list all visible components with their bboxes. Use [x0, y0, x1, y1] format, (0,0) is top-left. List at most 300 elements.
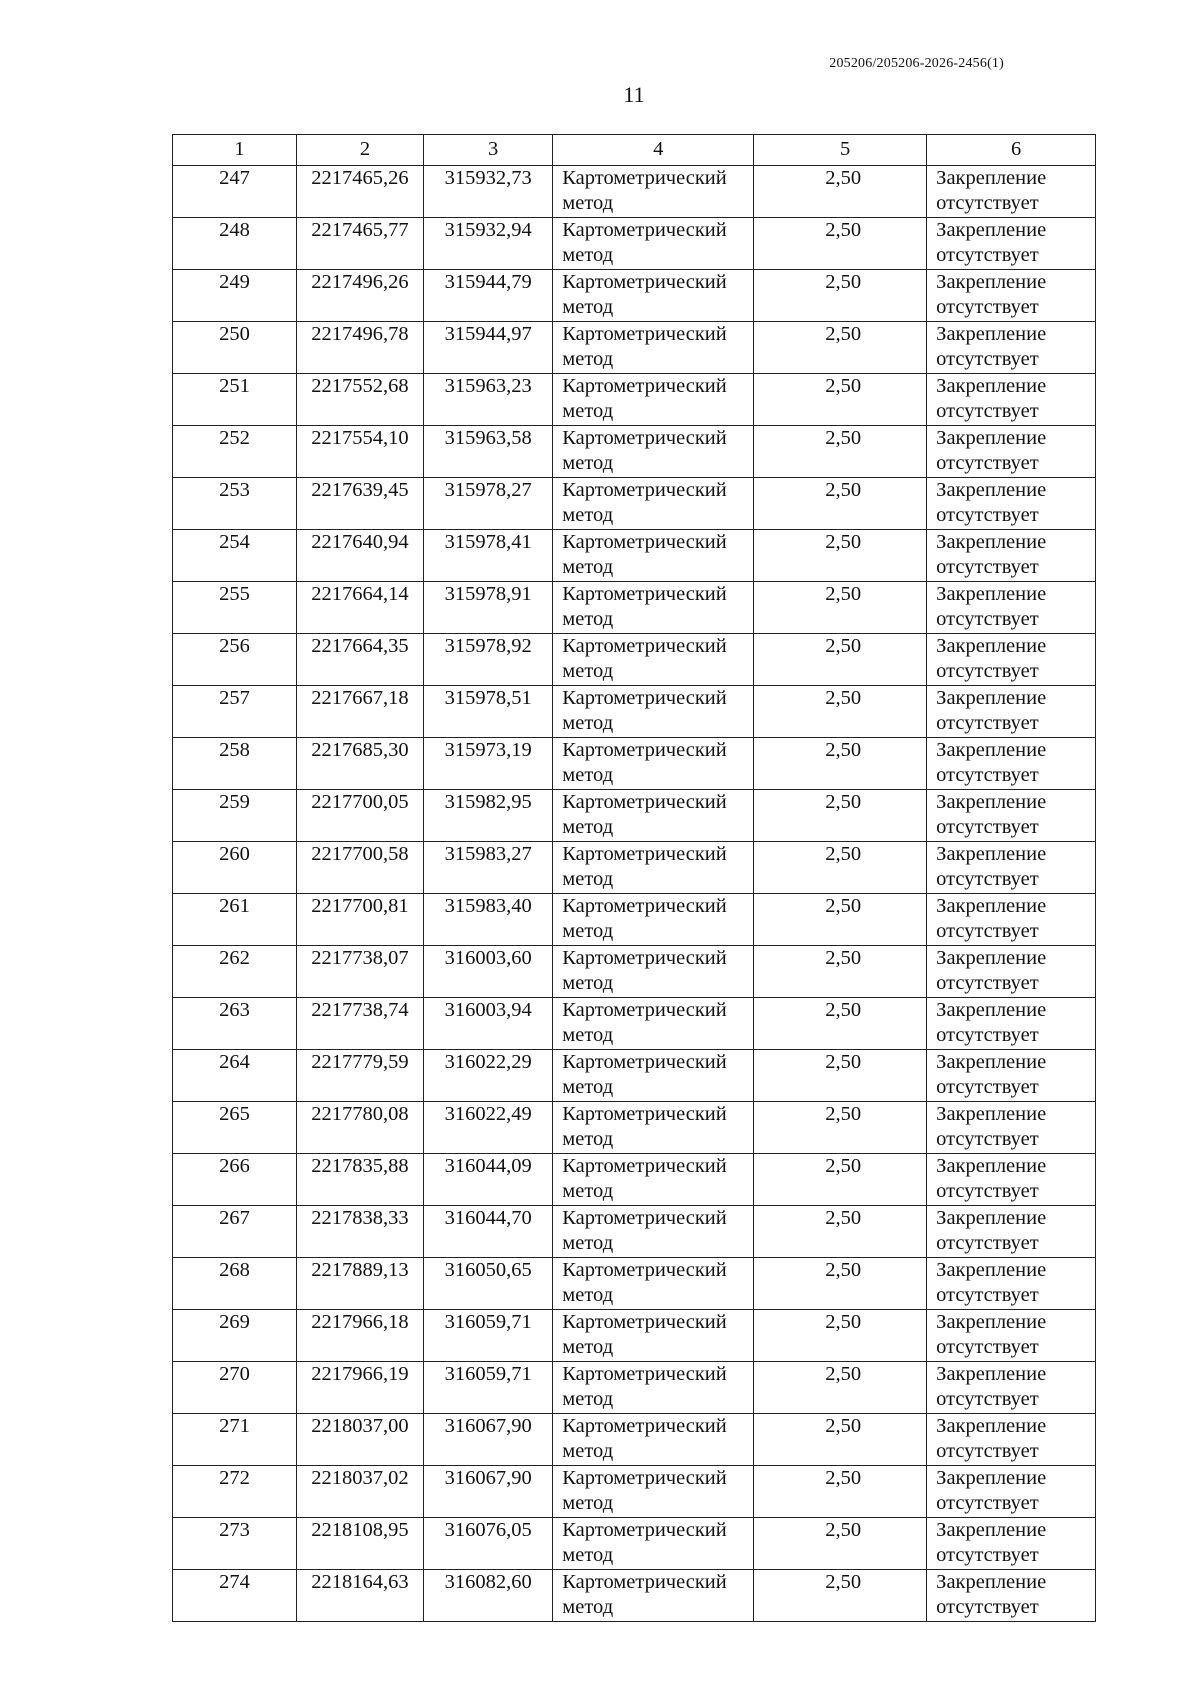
- x-coordinate-cell: [296, 1362, 423, 1414]
- fixation-cell-text: Закрепление: [936, 427, 1047, 449]
- accuracy-cell: [754, 1570, 927, 1622]
- accuracy-cell-text: 2,50: [825, 947, 862, 969]
- fixation-cell: [927, 1570, 1096, 1622]
- point-number-cell-text: 268: [219, 1259, 250, 1281]
- accuracy-cell: [754, 1310, 927, 1362]
- fixation-cell-text: отсутствует: [936, 1336, 1039, 1358]
- method-cell: [553, 842, 754, 894]
- accuracy-cell-text: 2,50: [825, 1103, 862, 1125]
- fixation-cell-text: отсутствует: [936, 816, 1039, 838]
- method-cell: [553, 166, 754, 218]
- method-cell-text: Картометрический: [562, 843, 727, 865]
- y-coordinate-cell-text: 316050,65: [444, 1259, 532, 1281]
- x-coordinate-cell: [296, 1206, 423, 1258]
- fixation-cell: [927, 998, 1096, 1050]
- fixation-cell-text: Закрепление: [936, 791, 1047, 813]
- point-number-cell-text: 247: [219, 167, 250, 189]
- method-cell-text: метод: [562, 400, 614, 422]
- table-row: [173, 374, 1096, 426]
- x-coordinate-cell: [296, 946, 423, 998]
- fixation-cell: [927, 1154, 1096, 1206]
- fixation-cell-text: Закрепление: [936, 687, 1047, 709]
- method-cell-text: Картометрический: [562, 1415, 727, 1437]
- accuracy-cell: [754, 1518, 927, 1570]
- fixation-cell: [927, 1258, 1096, 1310]
- x-coordinate-cell-text: 2217640,94: [311, 531, 409, 553]
- column-header: 3: [424, 135, 553, 166]
- point-number-cell-text: 253: [219, 479, 250, 501]
- x-coordinate-cell-text: 2217465,77: [311, 219, 409, 241]
- y-coordinate-cell: [424, 738, 553, 790]
- accuracy-cell-text: 2,50: [825, 1259, 862, 1281]
- fixation-cell-text: отсутствует: [936, 1076, 1039, 1098]
- accuracy-cell: [754, 270, 927, 322]
- method-cell-text: метод: [562, 972, 614, 994]
- method-cell: [553, 374, 754, 426]
- x-coordinate-cell-text: 2217496,26: [311, 271, 409, 293]
- y-coordinate-cell-text: 316067,90: [444, 1467, 532, 1489]
- point-number-cell: [173, 530, 297, 582]
- accuracy-cell-text: 2,50: [825, 583, 862, 605]
- table-row: [173, 218, 1096, 270]
- y-coordinate-cell-text: 316044,09: [444, 1155, 532, 1177]
- method-cell-text: метод: [562, 712, 614, 734]
- method-cell-text: Картометрический: [562, 1103, 727, 1125]
- x-coordinate-cell-text: 2217552,68: [311, 375, 409, 397]
- method-cell-text: метод: [562, 1440, 614, 1462]
- point-number-cell-text: 264: [219, 1051, 250, 1073]
- point-number-cell-text: 271: [219, 1415, 250, 1437]
- method-cell: [553, 270, 754, 322]
- table-row: [173, 686, 1096, 738]
- method-cell: [553, 790, 754, 842]
- point-number-cell: [173, 374, 297, 426]
- y-coordinate-cell: [424, 1154, 553, 1206]
- method-cell: [553, 1258, 754, 1310]
- point-number-cell-text: 269: [219, 1311, 250, 1333]
- method-cell: [553, 1414, 754, 1466]
- y-coordinate-cell: [424, 322, 553, 374]
- y-coordinate-cell: [424, 998, 553, 1050]
- fixation-cell-text: отсутствует: [936, 452, 1039, 474]
- method-cell-text: метод: [562, 764, 614, 786]
- y-coordinate-cell: [424, 1466, 553, 1518]
- table-row: [173, 530, 1096, 582]
- method-cell-text: Картометрический: [562, 895, 727, 917]
- accuracy-cell: [754, 1206, 927, 1258]
- accuracy-cell: [754, 1102, 927, 1154]
- fixation-cell-text: отсутствует: [936, 608, 1039, 630]
- point-number-cell-text: 270: [219, 1363, 250, 1385]
- y-coordinate-cell-text: 315983,27: [444, 843, 532, 865]
- x-coordinate-cell: [296, 1102, 423, 1154]
- accuracy-cell-text: 2,50: [825, 323, 862, 345]
- x-coordinate-cell: [296, 322, 423, 374]
- y-coordinate-cell-text: 315973,19: [444, 739, 532, 761]
- column-header: 5: [754, 135, 927, 166]
- x-coordinate-cell: [296, 1466, 423, 1518]
- y-coordinate-cell: [424, 686, 553, 738]
- fixation-cell: [927, 478, 1096, 530]
- method-cell-text: Картометрический: [562, 1571, 727, 1593]
- method-cell-text: метод: [562, 1232, 614, 1254]
- point-number-cell-text: 248: [219, 219, 250, 241]
- method-cell-text: метод: [562, 816, 614, 838]
- fixation-cell: [927, 374, 1096, 426]
- y-coordinate-cell: [424, 1570, 553, 1622]
- fixation-cell: [927, 790, 1096, 842]
- y-coordinate-cell-text: 316067,90: [444, 1415, 532, 1437]
- y-coordinate-cell-text: 316003,60: [444, 947, 532, 969]
- fixation-cell-text: отсутствует: [936, 868, 1039, 890]
- fixation-cell: [927, 1310, 1096, 1362]
- fixation-cell: [927, 634, 1096, 686]
- x-coordinate-cell-text: 2217966,19: [311, 1363, 409, 1385]
- fixation-cell: [927, 1206, 1096, 1258]
- method-cell: [553, 946, 754, 998]
- point-number-cell: [173, 1518, 297, 1570]
- point-number-cell: [173, 1466, 297, 1518]
- accuracy-cell: [754, 790, 927, 842]
- accuracy-cell-text: 2,50: [825, 167, 862, 189]
- fixation-cell-text: Закрепление: [936, 1155, 1047, 1177]
- y-coordinate-cell-text: 315932,94: [444, 219, 532, 241]
- x-coordinate-cell: [296, 426, 423, 478]
- y-coordinate-cell-text: 316003,94: [444, 999, 532, 1021]
- x-coordinate-cell: [296, 478, 423, 530]
- method-cell: [553, 894, 754, 946]
- accuracy-cell-text: 2,50: [825, 1519, 862, 1541]
- fixation-cell-text: отсутствует: [936, 192, 1039, 214]
- fixation-cell-text: Закрепление: [936, 323, 1047, 345]
- fixation-cell-text: отсутствует: [936, 1492, 1039, 1514]
- x-coordinate-cell-text: 2217664,35: [311, 635, 409, 657]
- x-coordinate-cell: [296, 1570, 423, 1622]
- fixation-cell-text: отсутствует: [936, 244, 1039, 266]
- column-header: 6: [927, 135, 1096, 166]
- x-coordinate-cell-text: 2217738,74: [311, 999, 409, 1021]
- y-coordinate-cell-text: 315978,41: [444, 531, 532, 553]
- method-cell-text: Картометрический: [562, 687, 727, 709]
- method-cell: [553, 1466, 754, 1518]
- method-cell-text: метод: [562, 1284, 614, 1306]
- accuracy-cell: [754, 1362, 927, 1414]
- accuracy-cell: [754, 1154, 927, 1206]
- method-cell-text: Картометрический: [562, 1155, 727, 1177]
- point-number-cell: [173, 1154, 297, 1206]
- method-cell-text: Картометрический: [562, 479, 727, 501]
- method-cell: [553, 1570, 754, 1622]
- method-cell-text: метод: [562, 244, 614, 266]
- x-coordinate-cell-text: 2217966,18: [311, 1311, 409, 1333]
- y-coordinate-cell-text: 315963,23: [444, 375, 532, 397]
- accuracy-cell-text: 2,50: [825, 1571, 862, 1593]
- point-number-cell-text: 272: [219, 1467, 250, 1489]
- method-cell-text: Картометрический: [562, 583, 727, 605]
- method-cell: [553, 530, 754, 582]
- fixation-cell: [927, 1050, 1096, 1102]
- x-coordinate-cell-text: 2217465,26: [311, 167, 409, 189]
- accuracy-cell-text: 2,50: [825, 1467, 862, 1489]
- fixation-cell-text: отсутствует: [936, 556, 1039, 578]
- method-cell: [553, 1050, 754, 1102]
- x-coordinate-cell: [296, 270, 423, 322]
- fixation-cell-text: Закрепление: [936, 219, 1047, 241]
- method-cell-text: метод: [562, 192, 614, 214]
- accuracy-cell-text: 2,50: [825, 531, 862, 553]
- method-cell: [553, 218, 754, 270]
- accuracy-cell: [754, 530, 927, 582]
- column-header: 2: [296, 135, 423, 166]
- x-coordinate-cell-text: 2217667,18: [311, 687, 409, 709]
- y-coordinate-cell: [424, 1102, 553, 1154]
- x-coordinate-cell: [296, 166, 423, 218]
- y-coordinate-cell: [424, 426, 553, 478]
- point-number-cell-text: 250: [219, 323, 250, 345]
- x-coordinate-cell: [296, 998, 423, 1050]
- accuracy-cell-text: 2,50: [825, 1415, 862, 1437]
- table-row: [173, 738, 1096, 790]
- x-coordinate-cell-text: 2217780,08: [311, 1103, 409, 1125]
- coordinates-table: [172, 134, 1096, 1622]
- table-row: [173, 790, 1096, 842]
- table-row: [173, 270, 1096, 322]
- table-header: [173, 135, 1096, 166]
- y-coordinate-cell-text: 316022,29: [444, 1051, 532, 1073]
- point-number-cell-text: 273: [219, 1519, 250, 1541]
- point-number-cell: [173, 686, 297, 738]
- x-coordinate-cell: [296, 738, 423, 790]
- x-coordinate-cell: [296, 374, 423, 426]
- method-cell-text: Картометрический: [562, 271, 727, 293]
- point-number-cell-text: 257: [219, 687, 250, 709]
- document-reference-number: 205206/205206-2026-2456(1): [829, 56, 1004, 71]
- fixation-cell: [927, 1466, 1096, 1518]
- method-cell-text: метод: [562, 1076, 614, 1098]
- y-coordinate-cell: [424, 1310, 553, 1362]
- fixation-cell: [927, 582, 1096, 634]
- y-coordinate-cell-text: 316059,71: [444, 1311, 532, 1333]
- method-cell-text: метод: [562, 452, 614, 474]
- accuracy-cell-text: 2,50: [825, 219, 862, 241]
- fixation-cell-text: отсутствует: [936, 1388, 1039, 1410]
- y-coordinate-cell: [424, 1414, 553, 1466]
- accuracy-cell: [754, 686, 927, 738]
- method-cell: [553, 1102, 754, 1154]
- fixation-cell: [927, 842, 1096, 894]
- fixation-cell-text: Закрепление: [936, 375, 1047, 397]
- method-cell-text: Картометрический: [562, 219, 727, 241]
- method-cell-text: Картометрический: [562, 1519, 727, 1541]
- accuracy-cell: [754, 1414, 927, 1466]
- x-coordinate-cell-text: 2217685,30: [311, 739, 409, 761]
- fixation-cell: [927, 530, 1096, 582]
- x-coordinate-cell-text: 2217835,88: [311, 1155, 409, 1177]
- point-number-cell: [173, 1102, 297, 1154]
- accuracy-cell-text: 2,50: [825, 999, 862, 1021]
- y-coordinate-cell: [424, 1206, 553, 1258]
- point-number-cell: [173, 1258, 297, 1310]
- point-number-cell-text: 261: [219, 895, 250, 917]
- table-body: [173, 166, 1096, 1622]
- method-cell: [553, 1310, 754, 1362]
- method-cell-text: метод: [562, 608, 614, 630]
- method-cell-text: метод: [562, 296, 614, 318]
- fixation-cell-text: отсутствует: [936, 764, 1039, 786]
- point-number-cell-text: 254: [219, 531, 250, 553]
- point-number-cell-text: 249: [219, 271, 250, 293]
- accuracy-cell-text: 2,50: [825, 1155, 862, 1177]
- fixation-cell-text: отсутствует: [936, 1596, 1039, 1618]
- y-coordinate-cell-text: 315944,97: [444, 323, 532, 345]
- accuracy-cell-text: 2,50: [825, 895, 862, 917]
- fixation-cell-text: отсутствует: [936, 1284, 1039, 1306]
- y-coordinate-cell: [424, 1050, 553, 1102]
- fixation-cell-text: Закрепление: [936, 1311, 1047, 1333]
- table-row: [173, 1206, 1096, 1258]
- x-coordinate-cell-text: 2217639,45: [311, 479, 409, 501]
- x-coordinate-cell: [296, 1518, 423, 1570]
- accuracy-cell-text: 2,50: [825, 427, 862, 449]
- y-coordinate-cell: [424, 166, 553, 218]
- method-cell: [553, 426, 754, 478]
- fixation-cell-text: отсутствует: [936, 400, 1039, 422]
- fixation-cell-text: отсутствует: [936, 1128, 1039, 1150]
- x-coordinate-cell: [296, 842, 423, 894]
- method-cell-text: метод: [562, 1024, 614, 1046]
- point-number-cell: [173, 1414, 297, 1466]
- method-cell-text: метод: [562, 504, 614, 526]
- fixation-cell-text: отсутствует: [936, 1544, 1039, 1566]
- point-number-cell: [173, 582, 297, 634]
- point-number-cell: [173, 1362, 297, 1414]
- fixation-cell-text: Закрепление: [936, 583, 1047, 605]
- method-cell-text: Картометрический: [562, 947, 727, 969]
- point-number-cell-text: 255: [219, 583, 250, 605]
- fixation-cell-text: отсутствует: [936, 1232, 1039, 1254]
- x-coordinate-cell: [296, 634, 423, 686]
- accuracy-cell-text: 2,50: [825, 1311, 862, 1333]
- y-coordinate-cell-text: 315963,58: [444, 427, 532, 449]
- table-row: [173, 1258, 1096, 1310]
- fixation-cell-text: Закрепление: [936, 1103, 1047, 1125]
- point-number-cell-text: 251: [219, 375, 250, 397]
- method-cell-text: Картометрический: [562, 1207, 727, 1229]
- point-number-cell: [173, 998, 297, 1050]
- x-coordinate-cell: [296, 790, 423, 842]
- fixation-cell-text: Закрепление: [936, 1415, 1047, 1437]
- x-coordinate-cell: [296, 582, 423, 634]
- table-row: [173, 582, 1096, 634]
- y-coordinate-cell-text: 316022,49: [444, 1103, 532, 1125]
- fixation-cell-text: Закрепление: [936, 999, 1047, 1021]
- y-coordinate-cell-text: 315932,73: [444, 167, 532, 189]
- table-row: [173, 1362, 1096, 1414]
- y-coordinate-cell-text: 315978,92: [444, 635, 532, 657]
- x-coordinate-cell: [296, 1310, 423, 1362]
- y-coordinate-cell-text: 315978,51: [444, 687, 532, 709]
- method-cell-text: Картометрический: [562, 531, 727, 553]
- accuracy-cell-text: 2,50: [825, 479, 862, 501]
- fixation-cell-text: Закрепление: [936, 1363, 1047, 1385]
- point-number-cell-text: 265: [219, 1103, 250, 1125]
- accuracy-cell: [754, 1466, 927, 1518]
- table-row: [173, 322, 1096, 374]
- y-coordinate-cell: [424, 374, 553, 426]
- table-row: [173, 1154, 1096, 1206]
- x-coordinate-cell-text: 2218164,63: [311, 1571, 409, 1593]
- table-row: [173, 1518, 1096, 1570]
- fixation-cell-text: Закрепление: [936, 1259, 1047, 1281]
- method-cell-text: Картометрический: [562, 167, 727, 189]
- accuracy-cell: [754, 322, 927, 374]
- table-row: [173, 426, 1096, 478]
- fixation-cell: [927, 1102, 1096, 1154]
- point-number-cell: [173, 634, 297, 686]
- accuracy-cell-text: 2,50: [825, 739, 862, 761]
- accuracy-cell: [754, 634, 927, 686]
- table-row: [173, 1414, 1096, 1466]
- accuracy-cell-text: 2,50: [825, 687, 862, 709]
- fixation-cell: [927, 1414, 1096, 1466]
- fixation-cell-text: отсутствует: [936, 972, 1039, 994]
- method-cell-text: Картометрический: [562, 1363, 727, 1385]
- method-cell-text: Картометрический: [562, 999, 727, 1021]
- method-cell-text: метод: [562, 1180, 614, 1202]
- fixation-cell-text: отсутствует: [936, 1440, 1039, 1462]
- accuracy-cell: [754, 998, 927, 1050]
- accuracy-cell-text: 2,50: [825, 791, 862, 813]
- fixation-cell-text: Закрепление: [936, 895, 1047, 917]
- fixation-cell: [927, 322, 1096, 374]
- table-row: [173, 1050, 1096, 1102]
- method-cell-text: Картометрический: [562, 791, 727, 813]
- point-number-cell-text: 252: [219, 427, 250, 449]
- point-number-cell: [173, 478, 297, 530]
- fixation-cell-text: Закрепление: [936, 1051, 1047, 1073]
- page-number: 11: [623, 82, 645, 107]
- method-cell: [553, 998, 754, 1050]
- method-cell-text: Картометрический: [562, 1051, 727, 1073]
- point-number-cell: [173, 166, 297, 218]
- point-number-cell-text: 262: [219, 947, 250, 969]
- y-coordinate-cell: [424, 1518, 553, 1570]
- fixation-cell: [927, 1362, 1096, 1414]
- table-row: [173, 842, 1096, 894]
- x-coordinate-cell-text: 2217779,59: [311, 1051, 409, 1073]
- x-coordinate-cell-text: 2217664,14: [311, 583, 409, 605]
- accuracy-cell-text: 2,50: [825, 1051, 862, 1073]
- x-coordinate-cell-text: 2218108,95: [311, 1519, 409, 1541]
- table-row: [173, 1310, 1096, 1362]
- method-cell-text: метод: [562, 1544, 614, 1566]
- method-cell-text: Картометрический: [562, 1311, 727, 1333]
- method-cell-text: Картометрический: [562, 1259, 727, 1281]
- accuracy-cell-text: 2,50: [825, 635, 862, 657]
- x-coordinate-cell: [296, 1154, 423, 1206]
- method-cell-text: метод: [562, 1596, 614, 1618]
- point-number-cell: [173, 1206, 297, 1258]
- fixation-cell: [927, 166, 1096, 218]
- column-header: 1: [173, 135, 297, 166]
- accuracy-cell: [754, 842, 927, 894]
- method-cell-text: метод: [562, 348, 614, 370]
- point-number-cell: [173, 1570, 297, 1622]
- fixation-cell: [927, 426, 1096, 478]
- y-coordinate-cell-text: 315978,91: [444, 583, 532, 605]
- point-number-cell: [173, 218, 297, 270]
- method-cell: [553, 322, 754, 374]
